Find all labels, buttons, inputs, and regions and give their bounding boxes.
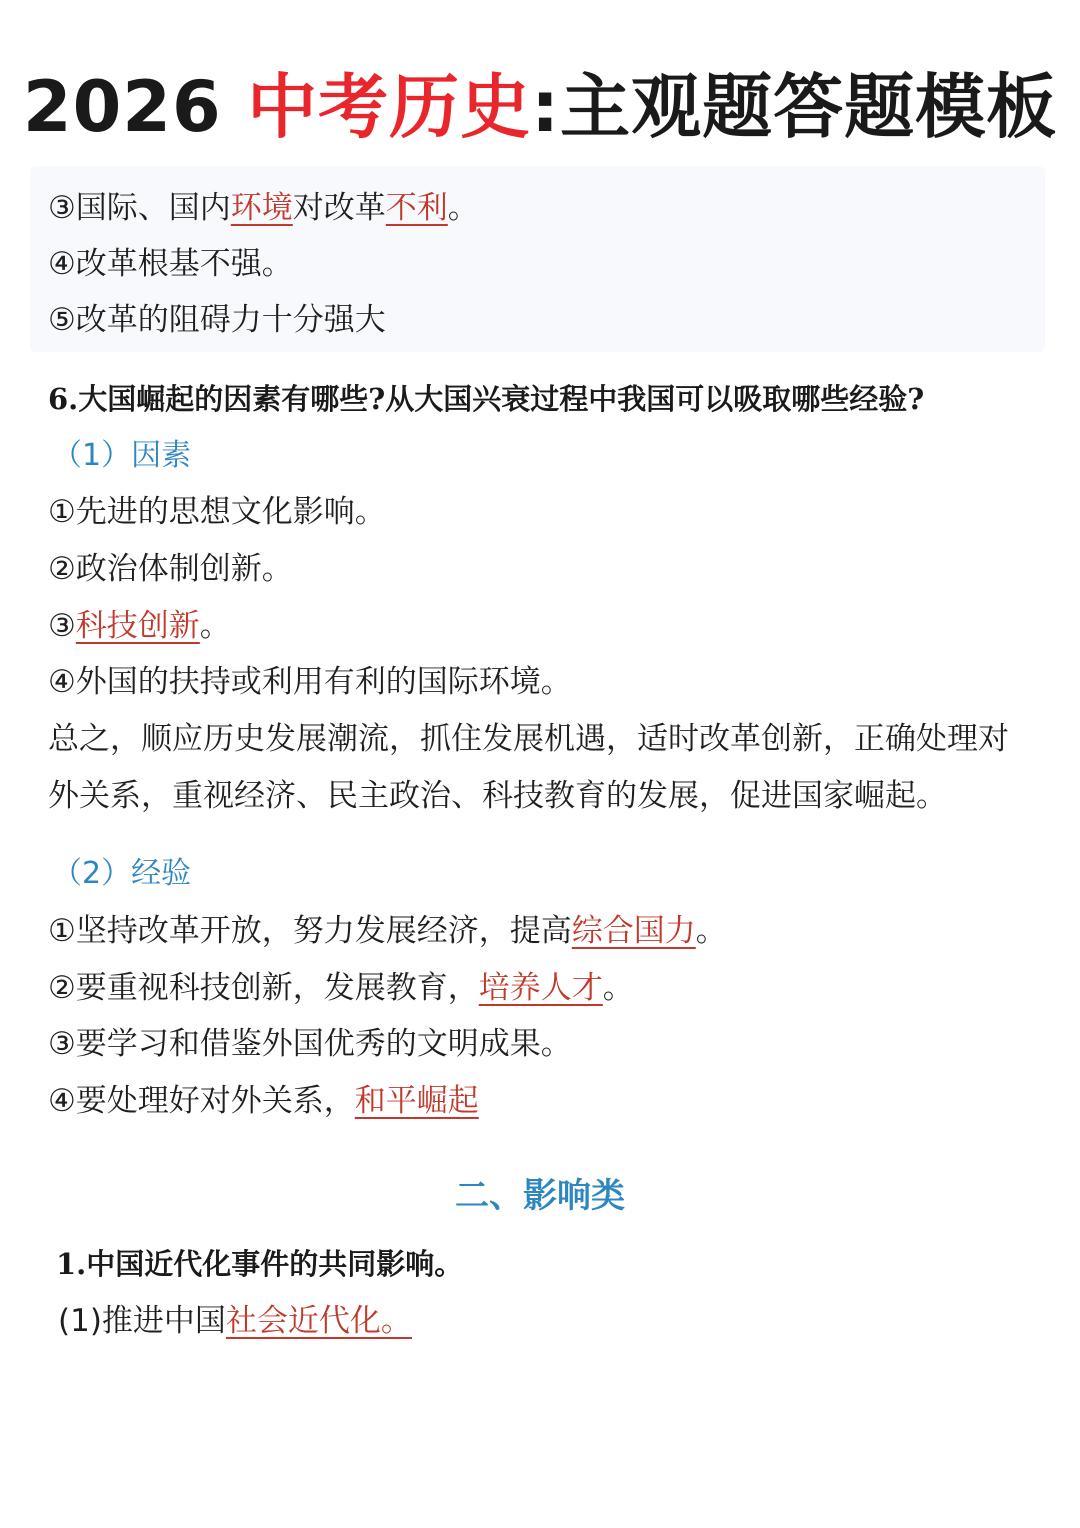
list-item: ④要处理好对外关系，和平崛起: [48, 1083, 479, 1119]
list-item: ③国际、国内环境对改革不利。: [48, 190, 479, 226]
keyword-environment: 环境: [230, 190, 293, 226]
summary-line-1: 总之，顺应历史发展潮流，抓住发展机遇，适时改革创新，正确处理对: [48, 721, 1009, 757]
list-item: ②政治体制创新。: [48, 551, 293, 587]
keyword-peaceful-rise: 和平崛起: [354, 1083, 479, 1119]
title-year: 2026: [22, 66, 248, 148]
title-highlight: 中考历史: [247, 66, 532, 148]
list-item: ③要学习和借鉴外国优秀的文明成果。: [48, 1026, 572, 1062]
list-item: ④改革根基不强。: [48, 246, 293, 282]
keyword-national-strength: 综合国力: [571, 913, 696, 949]
title-rest: :主观题答题模板: [531, 66, 1058, 148]
list-item: ②要重视科技创新，发展教育，培养人才。: [48, 970, 634, 1006]
list-item: ⑤改革的阻碍力十分强大: [48, 302, 386, 338]
list-item: ③科技创新。: [48, 608, 231, 644]
question-1: 1.中国近代化事件的共同影响。: [56, 1247, 464, 1281]
list-item: (1)推进中国社会近代化。: [58, 1303, 412, 1339]
keyword-tech-innovation: 科技创新: [75, 608, 200, 644]
experience-heading: （2）经验: [52, 856, 192, 891]
list-item: ①坚持改革开放，努力发展经济，提高综合国力。: [48, 913, 727, 949]
page-title: [0, 62, 1080, 152]
factors-heading: （1）因素: [52, 438, 192, 473]
keyword-cultivate-talent: 培养人才: [478, 970, 603, 1006]
summary-line-2: 外关系，重视经济、民主政治、科技教育的发展，促进国家崛起。: [48, 778, 947, 814]
keyword-unfavorable: 不利: [385, 190, 448, 226]
question-6: 6.大国崛起的因素有哪些?从大国兴衰过程中我国可以吸取哪些经验?: [48, 382, 925, 416]
list-item: ④外国的扶持或利用有利的国际环境。: [48, 664, 572, 700]
section-heading-influence: 二、影响类: [455, 1176, 625, 1216]
list-item: ①先进的思想文化影响。: [48, 494, 386, 530]
keyword-social-modernization: 社会近代化。: [225, 1303, 412, 1339]
